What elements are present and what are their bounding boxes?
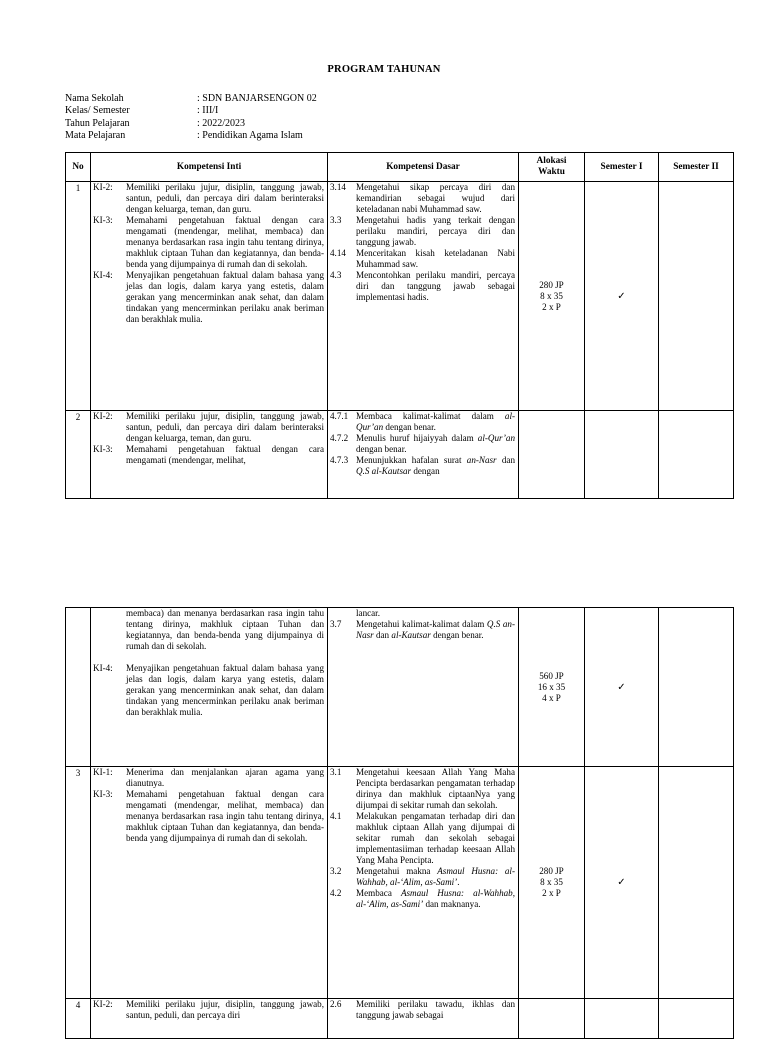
row-number: 1	[66, 182, 91, 411]
kd-text-italic: Q.S an-Nasr	[356, 619, 515, 640]
program-table-page-1	[65, 152, 734, 499]
kd-code: 4.7.2	[330, 433, 349, 443]
kd-text-part: dan	[496, 455, 515, 465]
ki-text: Memiliki perilaku jujur, disiplin, tanggung jawab, santun, peduli, dan percaya diri dalam berinteraksi dengan keluarga, teman, dan guru.	[126, 182, 324, 214]
table-row	[66, 411, 734, 499]
header-alokasi-line1: Alokasi	[536, 156, 567, 166]
kd-code: 4.3	[330, 270, 342, 280]
kd-item	[328, 767, 518, 811]
kd-item	[328, 182, 518, 215]
table-header-row	[66, 153, 734, 182]
alokasi-meetings: 2 x P	[542, 888, 561, 898]
ki-code: KI-2:	[93, 411, 113, 421]
ki-text: Memahami pengetahuan faktual dengan cara mengamati (mendengar, melihat, membaca) dan menanya berdasarkan rasa ingin tahu tentang dirinya, makhluk ciptaan Tuhan dan kegiatannya, dan benda-benda yang dijumpainya di rumah dan di sekolah.	[126, 789, 324, 843]
header-alokasi-line2: Waktu	[538, 167, 565, 177]
ki-code: KI-4:	[93, 270, 113, 280]
kd-text-italic: al-Qur’an	[356, 411, 515, 432]
check-icon: ✓	[617, 681, 626, 693]
kd-text-part: Menulis huruf hijaiyyah dalam	[356, 433, 478, 443]
page-title: PROGRAM TAHUNAN	[327, 64, 441, 75]
document-meta	[65, 93, 317, 142]
header-no: No	[66, 153, 91, 182]
ki-code: KI-3:	[93, 215, 113, 225]
ki-item	[91, 767, 327, 789]
ki-item	[91, 182, 327, 215]
kd-text-part: Mengetahui makna	[356, 866, 438, 876]
semester-2-cell	[659, 182, 734, 411]
ki-text: Memahami pengetahuan faktual dengan cara mengamati (mendengar, melihat,	[126, 444, 324, 465]
ki-text: Memahami pengetahuan faktual dengan cara mengamati (mendengar, melihat, membaca) dan menanya berdasarkan rasa ingin tahu tentang dirinya, makhluk ciptaan Tuhan dan kegiatannya, dan benda-benda yang dijumpainya di rumah dan di sekolah.	[126, 215, 324, 269]
ki-text: Menyajikan pengetahuan faktual dalam bahasa yang jelas dan logis, dalam karya yang estetis, dalam gerakan yang mencerminkan anak sehat, dan dalam tindakan yang mencerminkan perilaku anak beriman dan berakhlak mulia.	[126, 663, 324, 717]
alokasi-cell	[519, 999, 585, 1039]
meta-value: : 2022/2023	[197, 117, 246, 129]
kd-text-part: dan	[373, 630, 392, 640]
kd-text-italic: al-Kautsar	[391, 630, 431, 640]
meta-label: Tahun Pelajaran	[65, 117, 130, 129]
kd-item	[328, 270, 518, 303]
kd-text: Mengetahui sikap percaya diri dan kemandirian sebagai wujud dari keteladanan nabi Muhammad saw.	[356, 182, 515, 214]
meta-school	[65, 93, 317, 105]
meta-value: : III/I	[197, 105, 219, 117]
meta-class	[65, 105, 317, 117]
kd-code: 4.1	[330, 811, 342, 821]
kd-text	[356, 455, 518, 477]
kd-code: 2.6	[330, 999, 342, 1009]
meta-label: Mata Pelajaran	[65, 129, 126, 141]
alokasi-cell	[519, 182, 585, 411]
kd-item	[328, 811, 518, 866]
kd-cell	[328, 608, 519, 767]
meta-label: Kelas/ Semester	[65, 105, 130, 117]
kd-text	[356, 411, 518, 433]
kd-text-italic: Asmaul Husna: al-Wahhab, al-‘Alim, as-Sami’	[356, 866, 515, 887]
semester-2-cell	[659, 608, 734, 767]
table-row	[66, 767, 734, 999]
kd-text	[356, 433, 518, 455]
meta-value: : SDN BANJARSENGON 02	[197, 93, 317, 104]
kd-text-part: dengan benar.	[356, 444, 407, 454]
meta-year	[65, 118, 317, 130]
ki-item	[91, 663, 327, 718]
ki-item	[91, 444, 327, 466]
kd-item	[328, 619, 518, 641]
alokasi-jp: 280 JP	[539, 866, 564, 876]
kd-item	[328, 215, 518, 248]
spacer	[91, 652, 327, 663]
table-row	[66, 999, 734, 1039]
kd-text-italic: al-Qur’an	[477, 433, 515, 443]
alokasi-weeks: 8 x 35	[540, 877, 563, 887]
kd-text-italic: an-Nasr	[466, 455, 497, 465]
semester-1-cell	[585, 608, 659, 767]
meta-subject	[65, 130, 317, 142]
kd-text-part: dengan benar.	[430, 630, 484, 640]
alokasi-cell	[519, 767, 585, 999]
kd-cell	[328, 182, 519, 411]
header-semester-1: Semester I	[585, 153, 659, 182]
ki-item	[91, 789, 327, 844]
ki-text: Memiliki perilaku jujur, disiplin, tanggung jawab, santun, peduli, dan percaya diri	[126, 999, 324, 1020]
ki-text: Menerima dan menjalankan ajaran agama yang dianutnya.	[126, 767, 324, 788]
kd-text: Memiliki perilaku tawadu, ikhlas dan tanggung jawab sebagai	[356, 999, 515, 1020]
kd-text: Mencontohkan perilaku mandiri, percaya diri dan tanggung jawab sebagai implementasi hadis.	[356, 270, 515, 302]
kd-text-part: Membaca	[356, 888, 401, 898]
kd-text-part: Membaca kalimat-kalimat dalam	[356, 411, 505, 421]
ki-item	[91, 999, 327, 1021]
check-icon: ✓	[617, 290, 626, 302]
row-number: 4	[66, 999, 91, 1039]
kd-text-italic: Asmaul Husna: al-Wahhab, al-‘Alim, as-Sami’	[356, 888, 516, 909]
ki-cell	[91, 999, 328, 1039]
alokasi-meetings: 4 x P	[542, 692, 561, 703]
ki-code: KI-4:	[93, 663, 113, 673]
kd-code: 4.7.3	[330, 455, 349, 465]
semester-2-cell	[659, 767, 734, 999]
kd-cell	[328, 767, 519, 999]
ki-code: KI-2:	[93, 999, 113, 1009]
alokasi-jp: 280 JP	[539, 279, 564, 290]
kd-text	[356, 866, 518, 888]
ki-cell	[91, 182, 328, 411]
kd-item	[328, 248, 518, 270]
kd-code: 3.2	[330, 866, 342, 876]
header-kompetensi-inti: Kompetensi Inti	[91, 153, 328, 182]
alokasi-meetings: 2 x P	[542, 301, 561, 312]
semester-1-cell	[585, 182, 659, 411]
kd-cell	[328, 999, 519, 1039]
kd-text: Mengetahui hadis yang terkait dengan perilaku mandiri, percaya diri dan tanggung jawab.	[356, 215, 515, 247]
kd-text	[356, 888, 518, 910]
kd-text: Melakukan pengamatan terhadap diri dan makhluk ciptaan Allah yang dijumpai di sekitar rumah dan sekolah sebagai implementasiiman terhadap keesaan Allah Yang Maha Pencipta.	[356, 811, 515, 865]
ki-code: KI-3:	[93, 444, 113, 454]
ki-cell	[91, 411, 328, 499]
ki-cell	[91, 608, 328, 767]
kd-text: Mengetahui keesaan Allah Yang Maha Pencipta berdasarkan pengamatan terhadap dirinya dan makhluk ciptaanNya yang dijumpai di sekitar rumah dan sekolah.	[356, 767, 515, 810]
semester-1-cell	[585, 999, 659, 1039]
kd-text-italic: Q.S al-Kautsar	[356, 466, 412, 476]
alokasi-cell	[519, 608, 585, 767]
row-number: 2	[66, 411, 91, 499]
kd-text	[356, 619, 518, 641]
ki-text: Memiliki perilaku jujur, disiplin, tanggung jawab, santun, peduli, dan percaya diri dalam berinteraksi dengan keluarga, teman, dan guru.	[126, 411, 324, 443]
ki-item	[91, 270, 327, 325]
kd-code: 3.7	[330, 619, 342, 629]
semester-2-cell	[659, 411, 734, 499]
meta-value: : Pendidikan Agama Islam	[197, 129, 303, 141]
alokasi-weeks: 16 x 35	[537, 681, 566, 692]
kd-text-part: .	[457, 877, 460, 887]
kd-item	[328, 433, 518, 455]
kd-item	[328, 866, 518, 888]
table-row	[66, 608, 734, 767]
alokasi-jp: 560 JP	[539, 670, 564, 681]
ki-code: KI-2:	[93, 182, 113, 192]
semester-2-cell	[659, 999, 734, 1039]
kd-code: 3.14	[330, 182, 346, 192]
semester-1-cell	[585, 767, 659, 999]
kd-text-part: Menunjukkan hafalan surat	[356, 455, 467, 465]
kd-code: 4.7.1	[330, 411, 349, 421]
ki-cell	[91, 767, 328, 999]
kd-item	[328, 455, 518, 477]
kd-cell	[328, 411, 519, 499]
header-kompetensi-dasar: Kompetensi Dasar	[328, 153, 519, 182]
ki-item	[91, 215, 327, 270]
ki-code: KI-1:	[93, 767, 113, 777]
kd-code: 4.14	[330, 248, 346, 258]
kd-item	[328, 411, 518, 433]
ki-text-continued: membaca) dan menanya berdasarkan rasa ingin tahu tentang dirinya, makhluk ciptaan Tuhan dan kegiatannya, dan benda-benda yang dijumpainya di rumah dan di sekolah.	[126, 608, 324, 651]
kd-code: 4.2	[330, 888, 342, 898]
meta-label: Nama Sekolah	[65, 93, 124, 104]
header-alokasi-waktu	[519, 153, 585, 182]
alokasi-cell	[519, 411, 585, 499]
ki-text: Menyajikan pengetahuan faktual dalam bahasa yang jelas dan logis, dalam karya yang estetis, dalam gerakan yang mencerminkan anak sehat, dan dalam tindakan yang mencerminkan perilaku anak beriman dan berakhlak mulia.	[126, 270, 324, 324]
header-semester-2: Semester II	[659, 153, 734, 182]
ki-code: KI-3:	[93, 789, 113, 799]
kd-text: Menceritakan kisah keteladanan Nabi Muhammad saw.	[356, 248, 515, 269]
check-icon: ✓	[617, 877, 626, 888]
kd-text-part: dengan benar.	[383, 422, 436, 432]
semester-1-cell	[585, 411, 659, 499]
kd-code: 3.1	[330, 767, 342, 777]
table-row	[66, 182, 734, 411]
kd-code: 3.3	[330, 215, 342, 225]
kd-text-part: dan maknanya.	[423, 899, 481, 909]
program-table-page-2	[65, 607, 734, 1039]
row-number	[66, 608, 91, 767]
ki-item	[91, 411, 327, 444]
kd-text-part: dengan	[411, 466, 440, 476]
alokasi-weeks: 8 x 35	[540, 290, 563, 301]
kd-item	[328, 888, 518, 910]
row-number: 3	[66, 767, 91, 999]
kd-text-part: Mengetahui kalimat-kalimat dalam	[356, 619, 487, 629]
kd-text-continued: lancar.	[356, 608, 380, 618]
kd-item	[328, 999, 518, 1021]
